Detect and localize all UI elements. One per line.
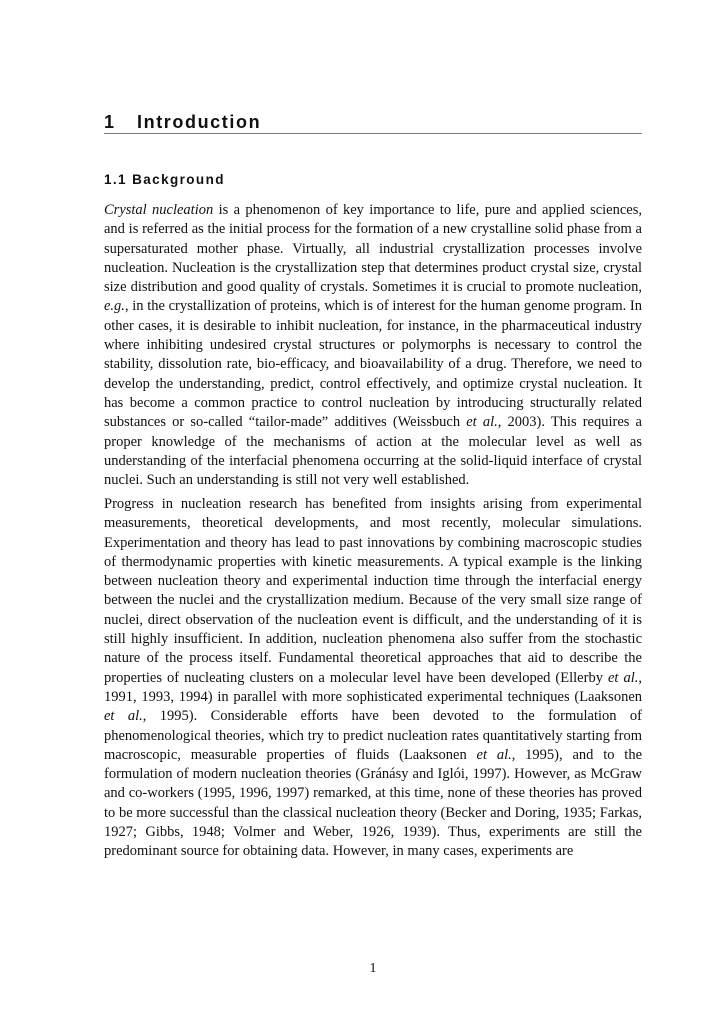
italic-text: et al. [466,414,498,431]
chapter-number: 1 [104,112,116,132]
italic-text: e.g. [104,298,125,315]
paragraph: Crystal nucleation is a phenomenon of key importance to life, pure and applied sciences, and is referred as the initial process for the formation of a new crystalline solid phase from a supersaturated mother phase. Virtually, all industrial crystallization processes involve nucleation. Nucleation is the crystallization step that determines product crystal size, crystal size distribution and good quality of crystals. Sometimes it is crucial to promote nucleation, e.g., in the crystallization of proteins, which is of interest for the human genome program. In other cases, it is desirable to inhibit nucleation, for instance, in the pharmaceutical industry where inhibiting undesired crystal structures or polymorphs is necessary to control the stability, dissolution rate, bio-efficacy, and bioavailability of a drug. Therefore, we need to develop the understanding, predict, control effectively, and optimize crystal nucleation. It has become a common practice to control nucleation by introducing structurally related substances or so-called “tailor-made” additives (Weissbuch et al., 2003). This requires a proper knowledge of the mechanisms of action at the molecular level as well as understanding of the interfacial phenomena occurring at the solid-liquid interface of crystal nuclei. Such an understanding is still not very well established. [104,202,642,489]
section-heading: 1.1 Background [104,172,225,187]
italic-text: Crystal nucleation [104,202,214,218]
document-page [104,0,642,1030]
italic-text: et al. [104,708,143,725]
page-number: 1 [369,961,377,976]
chapter-heading [104,111,642,133]
chapter-title: Introduction [137,112,262,132]
italic-text: et al. [476,746,512,763]
body-text [104,201,642,866]
italic-text: et al. [607,669,639,686]
paragraph: Progress in nucleation research has benefited from insights arising from experimental measurements, theoretical developments, and most recently, molecular simulations. Experimentation and theory has lead to past innovations by combining macroscopic studies of thermodynamic properties with kinetic measurements. A typical example is the linking between nucleation theory and experimental induction time through the interfacial energy between the nuclei and the crystallization medium. Because of the very small size range of nuclei, direct observation of the nucleation event is difficult, and the understanding of it is still highly insufficient. In addition, nucleation phenomena also suffer from the stochastic nature of the process itself. Fundamental theoretical approaches that aid to describe the properties of nucleating clusters on a molecular level have been developed (Ellerby et al., 1991, 1993, 1994) in parallel with more sophisticated experimental techniques (Laaksonen et al., 1995). Considerable efforts have been devoted to the formulation of phenomenological theories, which try to predict nucleation rates quantitatively starting from macroscopic, measurable properties of fluids (Laaksonen et al., 1995), and to the formulation of modern nucleation theories (Gránásy and Iglói, 1997). However, as McGraw and co-workers (1995, 1996, 1997) remarked, at this time, none of these theories has proved to be more successful than the classical nucleation theory (Becker and Doring, 1935; Farkas, 1927; Gibbs, 1948; Volmer and Weber, 1926, 1939). Thus, experiments are still the predominant source for obtaining data. However, in many cases, experiments are [104,495,643,860]
chapter-rule [104,133,642,134]
